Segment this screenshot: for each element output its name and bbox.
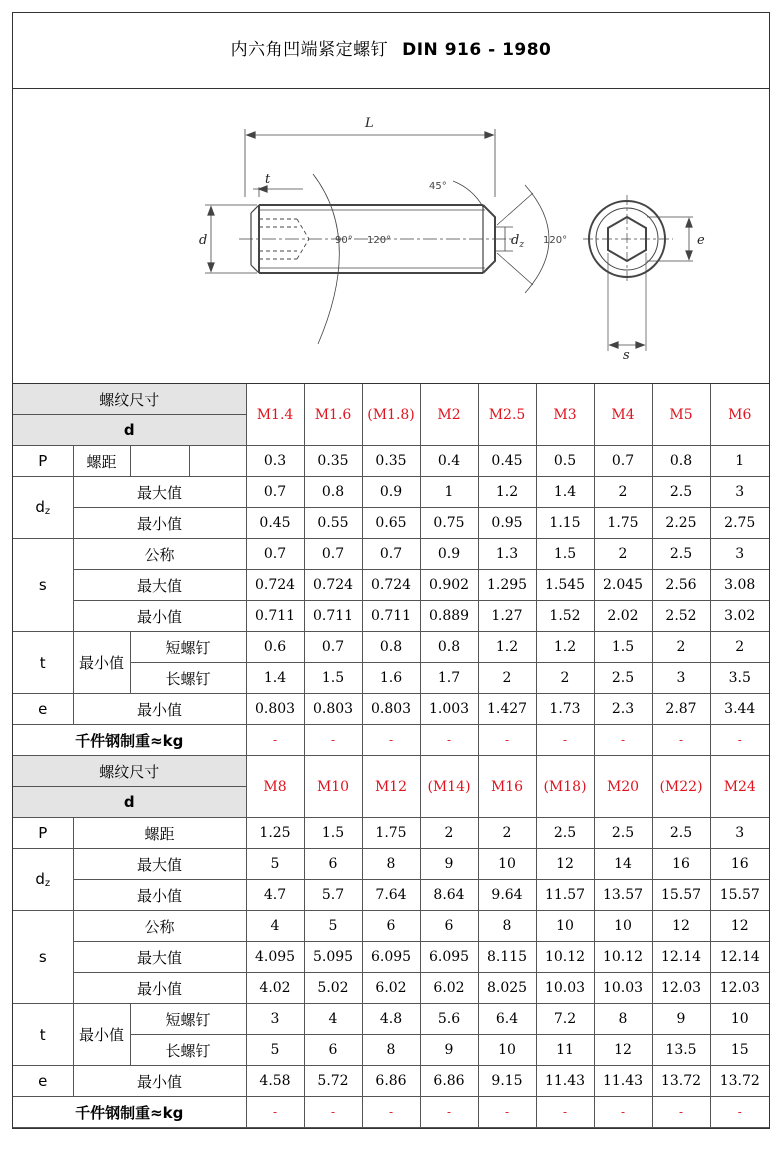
size-header: M12 [362,756,420,818]
title-name: 内六角凹端紧定螺钉 [230,40,389,60]
size-header: (M18) [536,756,594,818]
value-cell: - [652,725,710,756]
value-cell: 4.8 [362,1004,420,1035]
value-cell: 0.35 [304,446,362,477]
value-cell: 1.5 [594,632,652,663]
min-label: 最小值 [73,1066,246,1097]
value-cell: 5 [246,849,304,880]
value-cell: 16 [652,849,710,880]
value-cell: - [478,1097,536,1128]
value-cell: 10.03 [536,973,594,1004]
label-120: 120° [543,235,568,246]
value-cell: 2.52 [652,601,710,632]
value-cell: 11 [536,1035,594,1066]
value-cell: - [536,1097,594,1128]
value-cell: 10.03 [594,973,652,1004]
min-val-label: 最小值 [73,632,130,694]
value-cell: 1.2 [536,632,594,663]
max-label: 最大值 [73,942,246,973]
label-90: 90° [335,235,353,246]
value-cell: 2 [420,818,478,849]
value-cell: 1.4 [536,477,594,508]
value-cell: 2 [478,663,536,694]
value-cell: 4.02 [246,973,304,1004]
value-cell: 2.87 [652,694,710,725]
t-short-row [13,632,769,663]
value-cell: 11.57 [536,880,594,911]
value-cell: 0.803 [362,694,420,725]
label-L: L [365,116,374,131]
pitch-row [13,818,769,849]
value-cell: 2.75 [710,508,769,539]
dz-max-row [13,849,769,880]
e-row [13,1066,769,1097]
long-label: 长螺钉 [130,1035,246,1066]
value-cell: 5.095 [304,942,362,973]
value-cell: - [536,725,594,756]
value-cell: 4.095 [246,942,304,973]
weight-row [13,725,769,756]
value-cell: 12.03 [652,973,710,1004]
value-cell: - [304,725,362,756]
value-cell: 6.02 [420,973,478,1004]
value-cell: 3 [710,539,769,570]
value-cell: 0.4 [420,446,478,477]
value-cell: 0.803 [304,694,362,725]
value-cell: - [594,725,652,756]
value-cell: 0.9 [420,539,478,570]
value-cell: 0.7 [594,446,652,477]
value-cell: 0.3 [246,446,304,477]
t-label: t [13,1004,73,1066]
value-cell: 10 [478,1035,536,1066]
value-cell: 8.025 [478,973,536,1004]
value-cell: 1.75 [594,508,652,539]
value-cell: 0.711 [362,601,420,632]
s-nom-row [13,539,769,570]
value-cell: 0.45 [246,508,304,539]
s-nom-row [13,911,769,942]
value-cell: 6.095 [420,942,478,973]
spec-table-body [13,384,769,1128]
value-cell: 12.03 [710,973,769,1004]
value-cell: 0.8 [304,477,362,508]
s-label: s [13,539,73,632]
s-max-row [13,570,769,601]
value-cell: 0.8 [362,632,420,663]
value-cell: 0.55 [304,508,362,539]
value-cell: 0.35 [362,446,420,477]
e-row [13,694,769,725]
value-cell: 11.43 [594,1066,652,1097]
value-cell: 0.8 [652,446,710,477]
label-120-inner: 120° [367,235,392,246]
thread-size-label: 螺纹尺寸 [13,384,246,415]
value-cell: - [304,1097,362,1128]
value-cell: 5 [246,1035,304,1066]
value-cell: 10.12 [594,942,652,973]
dz-min-row [13,508,769,539]
value-cell: 12.14 [652,942,710,973]
value-cell: 8 [362,1035,420,1066]
value-cell: 1.3 [478,539,536,570]
spec-table [13,384,769,1128]
value-cell: 1 [420,477,478,508]
value-cell: 7.64 [362,880,420,911]
value-cell: 13.72 [710,1066,769,1097]
value-cell: 12.14 [710,942,769,973]
screw-drawing-svg [13,89,769,383]
value-cell: 10 [594,911,652,942]
value-cell: 8 [594,1004,652,1035]
value-cell: 1.2 [478,632,536,663]
value-cell: 3.44 [710,694,769,725]
value-cell: 0.7 [246,539,304,570]
min-label: 最小值 [73,880,246,911]
value-cell: 1.427 [478,694,536,725]
P-label: P [13,446,73,477]
value-cell: 5.7 [304,880,362,911]
value-cell: 7.2 [536,1004,594,1035]
value-cell: 5.02 [304,973,362,1004]
value-cell: 1.545 [536,570,594,601]
spec-sheet [12,12,770,1129]
label-dz: $d_z$ [511,233,525,250]
dz-max-row [13,477,769,508]
value-cell: 2.5 [652,818,710,849]
value-cell: 9 [420,1035,478,1066]
value-cell: 3 [710,477,769,508]
value-cell: 2.5 [594,818,652,849]
value-cell: 0.8 [420,632,478,663]
value-cell: 0.45 [478,446,536,477]
value-cell: 0.902 [420,570,478,601]
value-cell: 0.65 [362,508,420,539]
value-cell: 9 [652,1004,710,1035]
value-cell: 9.15 [478,1066,536,1097]
size-header: M2 [420,384,478,446]
value-cell: 2.5 [594,663,652,694]
e-label: e [13,694,73,725]
value-cell: 0.9 [362,477,420,508]
value-cell: 2.5 [652,539,710,570]
size-header: M1.4 [246,384,304,446]
weight-row [13,1097,769,1128]
value-cell: 1.5 [304,818,362,849]
size-header: M1.6 [304,384,362,446]
value-cell: 0.724 [304,570,362,601]
size-header: M6 [710,384,769,446]
value-cell: 15 [710,1035,769,1066]
value-cell: 2.3 [594,694,652,725]
value-cell: 0.711 [246,601,304,632]
max-label: 最大值 [73,477,246,508]
value-cell: 6.86 [420,1066,478,1097]
size-header: M20 [594,756,652,818]
value-cell: 13.5 [652,1035,710,1066]
size-header: M4 [594,384,652,446]
size-header: (M22) [652,756,710,818]
value-cell: 10 [710,1004,769,1035]
value-cell: 4 [304,1004,362,1035]
value-cell: 12 [710,911,769,942]
size-header: M2.5 [478,384,536,446]
d-label: d [13,415,246,446]
label-s: s [623,348,630,363]
empty-cell [189,446,246,477]
value-cell: - [710,1097,769,1128]
value-cell: 0.75 [420,508,478,539]
value-cell: 1.295 [478,570,536,601]
label-d: d [199,233,208,248]
value-cell: 2 [594,539,652,570]
value-cell: 0.7 [246,477,304,508]
value-cell: 0.7 [304,539,362,570]
value-cell: - [362,1097,420,1128]
value-cell: 16 [710,849,769,880]
min-label: 最小值 [73,973,246,1004]
value-cell: 8.64 [420,880,478,911]
nominal-label: 公称 [73,911,246,942]
value-cell: 0.711 [304,601,362,632]
page-title [13,13,769,89]
value-cell: 5.6 [420,1004,478,1035]
value-cell: 1.73 [536,694,594,725]
value-cell: - [246,725,304,756]
weight-label: 千件钢制重≈kg [13,1097,246,1128]
t-short-row [13,1004,769,1035]
value-cell: 2.56 [652,570,710,601]
value-cell: - [362,725,420,756]
value-cell: 0.889 [420,601,478,632]
dz-min-row [13,880,769,911]
value-cell: 0.5 [536,446,594,477]
title-standard: DIN 916 - 1980 [402,40,552,60]
value-cell: 1.75 [362,818,420,849]
long-label: 长螺钉 [130,663,246,694]
value-cell: 12 [594,1035,652,1066]
value-cell: 3 [710,818,769,849]
size-header: M24 [710,756,769,818]
value-cell: 15.57 [652,880,710,911]
value-cell: 0.724 [362,570,420,601]
value-cell: 3.02 [710,601,769,632]
value-cell: 9.64 [478,880,536,911]
s-min-row [13,601,769,632]
value-cell: 12 [652,911,710,942]
dz-label: $d_z$ [13,477,73,539]
value-cell: 2.045 [594,570,652,601]
value-cell: 1.4 [246,663,304,694]
label-t: t [265,172,271,187]
value-cell: 1.15 [536,508,594,539]
size-header: M16 [478,756,536,818]
dz-label: $d_z$ [13,849,73,911]
value-cell: 6 [304,1035,362,1066]
s-min-row [13,973,769,1004]
value-cell: 3 [246,1004,304,1035]
short-label: 短螺钉 [130,1004,246,1035]
pitch-label: 螺距 [73,446,130,477]
value-cell: - [652,1097,710,1128]
P-label: P [13,818,73,849]
value-cell: 0.724 [246,570,304,601]
value-cell: 3.08 [710,570,769,601]
value-cell: 6 [304,849,362,880]
value-cell: 5.72 [304,1066,362,1097]
value-cell: 2.5 [652,477,710,508]
thread-size-row [13,384,769,415]
value-cell: 0.6 [246,632,304,663]
value-cell: 6.02 [362,973,420,1004]
value-cell: 4 [246,911,304,942]
s-label: s [13,911,73,1004]
e-label: e [13,1066,73,1097]
value-cell: - [246,1097,304,1128]
value-cell: 0.95 [478,508,536,539]
d-label: d [13,787,246,818]
value-cell: 4.7 [246,880,304,911]
size-header: M10 [304,756,362,818]
value-cell: 11.43 [536,1066,594,1097]
min-label: 最小值 [73,694,246,725]
value-cell: 6.095 [362,942,420,973]
value-cell: 13.57 [594,880,652,911]
value-cell: 6 [420,911,478,942]
value-cell: 1.5 [536,539,594,570]
value-cell: - [478,725,536,756]
value-cell: 1.25 [246,818,304,849]
value-cell: 2.02 [594,601,652,632]
value-cell: 6 [362,911,420,942]
value-cell: 8 [362,849,420,880]
value-cell: 10 [536,911,594,942]
value-cell: 10.12 [536,942,594,973]
value-cell: 14 [594,849,652,880]
technical-drawing [13,89,769,384]
value-cell: 10 [478,849,536,880]
min-val-label: 最小值 [73,1004,130,1066]
value-cell: 1.2 [478,477,536,508]
label-e: e [697,233,705,248]
value-cell: 1.52 [536,601,594,632]
max-label: 最大值 [73,849,246,880]
value-cell: 0.7 [362,539,420,570]
size-header: M8 [246,756,304,818]
label-45: 45° [429,181,447,192]
value-cell: 1.5 [304,663,362,694]
value-cell: 2 [710,632,769,663]
pitch-row [13,446,769,477]
value-cell: 3 [652,663,710,694]
value-cell: 2 [536,663,594,694]
value-cell: 6.86 [362,1066,420,1097]
value-cell: 4.58 [246,1066,304,1097]
thread-size-label: 螺纹尺寸 [13,756,246,787]
value-cell: 5 [304,911,362,942]
value-cell: 2 [652,632,710,663]
weight-label: 千件钢制重≈kg [13,725,246,756]
value-cell: - [420,725,478,756]
value-cell: 1 [710,446,769,477]
size-header: (M14) [420,756,478,818]
size-header: M3 [536,384,594,446]
value-cell: - [710,725,769,756]
min-label: 最小值 [73,508,246,539]
value-cell: 2.25 [652,508,710,539]
value-cell: 15.57 [710,880,769,911]
value-cell: - [420,1097,478,1128]
value-cell: 2 [594,477,652,508]
size-header: M5 [652,384,710,446]
short-label: 短螺钉 [130,632,246,663]
t-label: t [13,632,73,694]
value-cell: 8.115 [478,942,536,973]
value-cell: 1.003 [420,694,478,725]
value-cell: 1.27 [478,601,536,632]
value-cell: 2 [478,818,536,849]
value-cell: 1.7 [420,663,478,694]
value-cell: 6.4 [478,1004,536,1035]
value-cell: 8 [478,911,536,942]
max-label: 最大值 [73,570,246,601]
value-cell: 3.5 [710,663,769,694]
value-cell: 0.7 [304,632,362,663]
size-header: (M1.8) [362,384,420,446]
pitch-label: 螺距 [73,818,246,849]
value-cell: 13.72 [652,1066,710,1097]
value-cell: 12 [536,849,594,880]
value-cell: 9 [420,849,478,880]
thread-size-row [13,756,769,787]
nominal-label: 公称 [73,539,246,570]
value-cell: 1.6 [362,663,420,694]
empty-cell [130,446,189,477]
s-max-row [13,942,769,973]
value-cell: - [594,1097,652,1128]
min-label: 最小值 [73,601,246,632]
value-cell: 2.5 [536,818,594,849]
value-cell: 0.803 [246,694,304,725]
